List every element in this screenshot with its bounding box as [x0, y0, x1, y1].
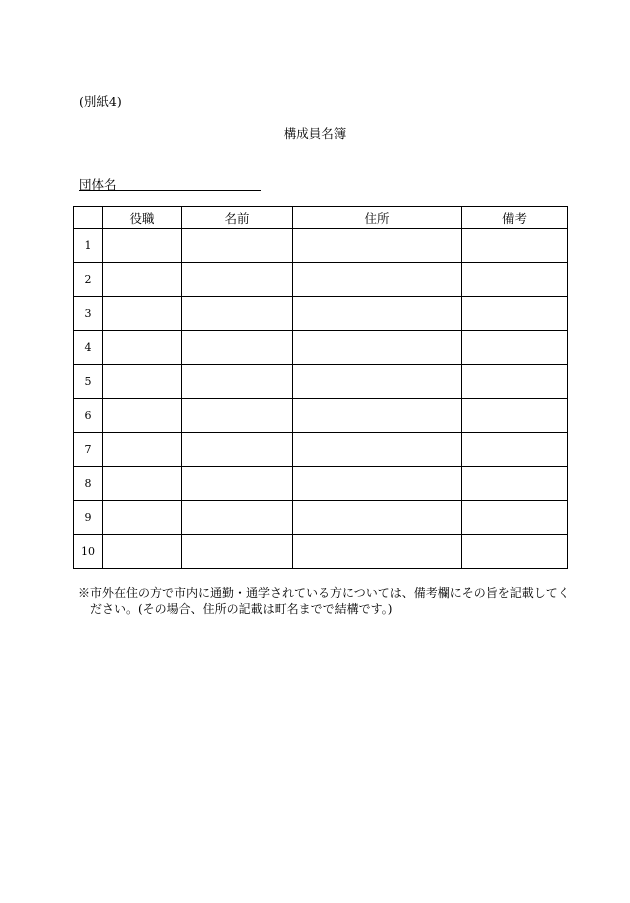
footnote-line-1: ※市外在住の方で市内に通勤・通学されている方については、備考欄にその旨を記載してく: [78, 586, 570, 600]
remarks-cell[interactable]: [462, 501, 568, 535]
member-roster-table: [73, 206, 568, 569]
position-cell[interactable]: [103, 399, 182, 433]
row-number: 5: [74, 365, 103, 399]
position-cell[interactable]: [103, 297, 182, 331]
address-cell[interactable]: [293, 399, 462, 433]
table-row: [74, 331, 568, 365]
table-row: [74, 229, 568, 263]
row-number: 6: [74, 399, 103, 433]
remarks-cell[interactable]: [462, 331, 568, 365]
position-cell[interactable]: [103, 467, 182, 501]
name-cell[interactable]: [182, 433, 293, 467]
remarks-cell[interactable]: [462, 229, 568, 263]
name-cell[interactable]: [182, 263, 293, 297]
name-cell[interactable]: [182, 467, 293, 501]
header-number: [74, 207, 103, 229]
footnote-line-2: ださい。(その場合、住所の記載は町名までで結構です。): [90, 602, 393, 616]
address-cell[interactable]: [293, 331, 462, 365]
name-cell[interactable]: [182, 229, 293, 263]
row-number: 9: [74, 501, 103, 535]
address-cell[interactable]: [293, 297, 462, 331]
header-address: 住所: [293, 207, 462, 229]
address-cell[interactable]: [293, 365, 462, 399]
table-row: [74, 399, 568, 433]
table-row: [74, 535, 568, 569]
remarks-cell[interactable]: [462, 399, 568, 433]
header-position: 役職: [103, 207, 182, 229]
organization-name-label: 団体名: [79, 177, 117, 192]
address-cell[interactable]: [293, 467, 462, 501]
remarks-cell[interactable]: [462, 467, 568, 501]
annex-label: (別紙4): [79, 94, 122, 109]
address-cell[interactable]: [293, 535, 462, 569]
address-cell[interactable]: [293, 501, 462, 535]
remarks-cell[interactable]: [462, 297, 568, 331]
table-header-row: [74, 207, 568, 229]
table-row: [74, 433, 568, 467]
position-cell[interactable]: [103, 229, 182, 263]
table-row: [74, 297, 568, 331]
remarks-cell[interactable]: [462, 433, 568, 467]
header-remarks: 備考: [462, 207, 568, 229]
address-cell[interactable]: [293, 433, 462, 467]
row-number: 8: [74, 467, 103, 501]
footnote: [78, 585, 570, 617]
table-row: [74, 365, 568, 399]
position-cell[interactable]: [103, 263, 182, 297]
table-row: [74, 263, 568, 297]
header-name: 名前: [182, 207, 293, 229]
name-cell[interactable]: [182, 535, 293, 569]
name-cell[interactable]: [182, 399, 293, 433]
name-cell[interactable]: [182, 365, 293, 399]
remarks-cell[interactable]: [462, 263, 568, 297]
position-cell[interactable]: [103, 433, 182, 467]
row-number: 2: [74, 263, 103, 297]
row-number: 7: [74, 433, 103, 467]
position-cell[interactable]: [103, 535, 182, 569]
address-cell[interactable]: [293, 263, 462, 297]
table-row: [74, 501, 568, 535]
name-cell[interactable]: [182, 501, 293, 535]
row-number: 10: [74, 535, 103, 569]
organization-name-field[interactable]: [79, 174, 261, 191]
position-cell[interactable]: [103, 331, 182, 365]
row-number: 4: [74, 331, 103, 365]
row-number: 3: [74, 297, 103, 331]
name-cell[interactable]: [182, 331, 293, 365]
name-cell[interactable]: [182, 297, 293, 331]
position-cell[interactable]: [103, 501, 182, 535]
remarks-cell[interactable]: [462, 365, 568, 399]
remarks-cell[interactable]: [462, 535, 568, 569]
position-cell[interactable]: [103, 365, 182, 399]
page-title: 構成員名簿: [283, 126, 347, 141]
address-cell[interactable]: [293, 229, 462, 263]
table-row: [74, 467, 568, 501]
row-number: 1: [74, 229, 103, 263]
